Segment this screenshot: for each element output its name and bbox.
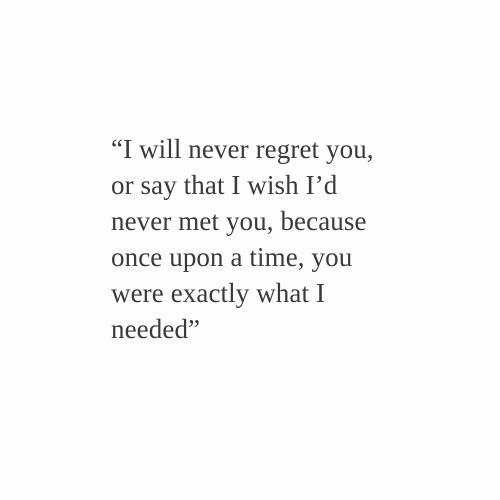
- quote-line-5: were exactly what I: [111, 278, 326, 308]
- quote-line-1: “I will never regret you,: [111, 134, 374, 164]
- quote-line-3: never met you, because: [111, 206, 367, 236]
- quote-line-2: or say that I wish I’d: [111, 170, 338, 200]
- quote-line-4: once upon a time, you: [111, 242, 353, 272]
- quote-text: [111, 131, 491, 347]
- quote-line-6: needed”: [111, 314, 201, 344]
